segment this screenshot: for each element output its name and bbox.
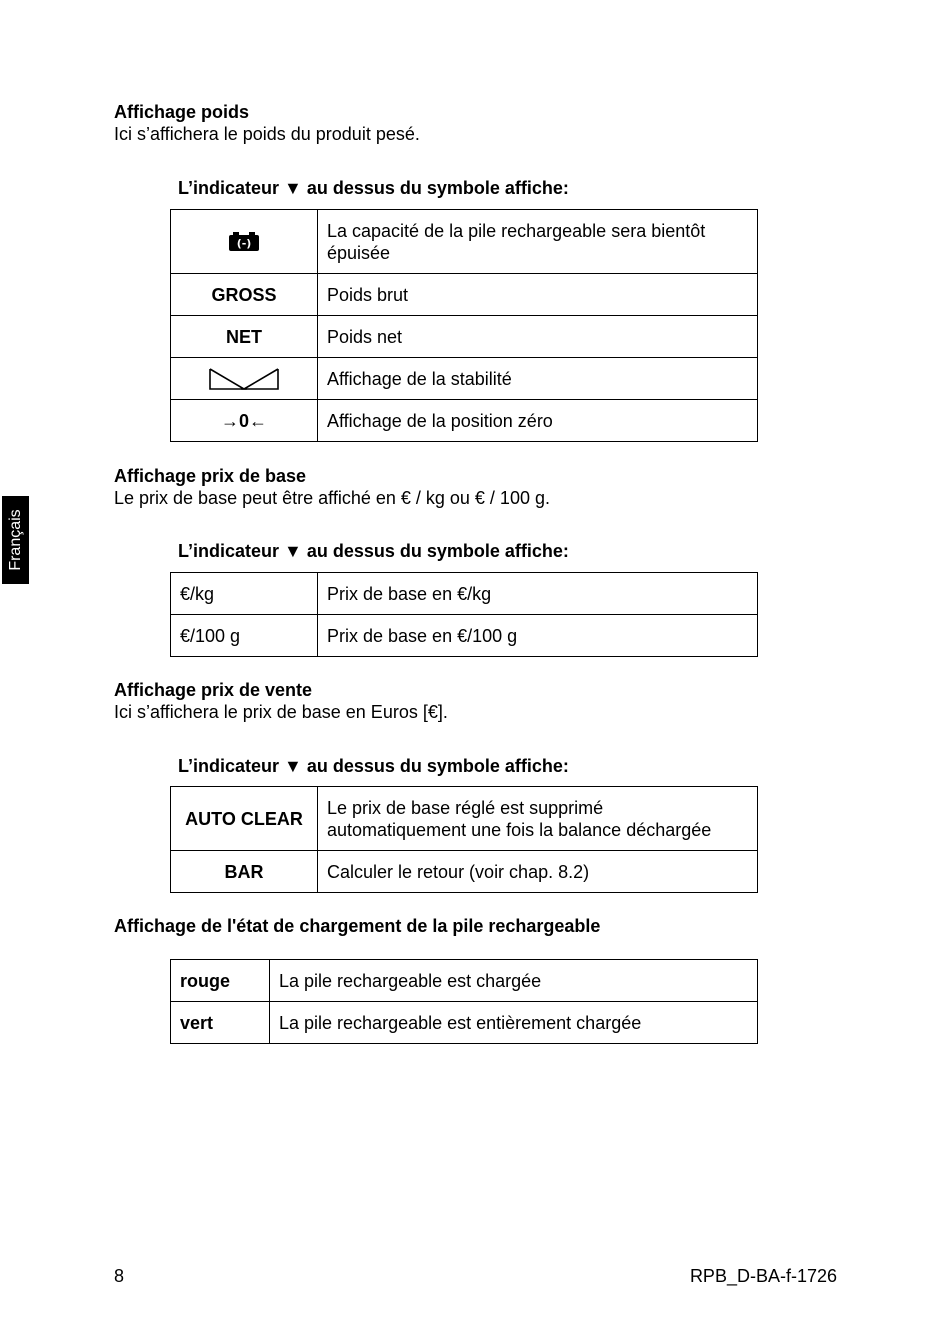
table-row <box>171 851 758 893</box>
desc-cell: Poids brut <box>318 274 758 316</box>
prix-base-table <box>170 572 758 657</box>
table-row <box>171 1002 758 1044</box>
indicator-note: L’indicateur ▼ au dessus du symbole affiche: <box>178 756 569 776</box>
chargement-table <box>170 959 758 1044</box>
svg-text:(-): (-) <box>236 236 252 250</box>
table-row <box>171 274 758 316</box>
desc-cell: La pile rechargeable est chargée <box>270 960 758 1002</box>
section-text: Ici s’affichera le prix de base en Euros [€]. <box>114 702 448 722</box>
table-row <box>171 316 758 358</box>
section-text: Ici s’affichera le poids du produit pesé. <box>114 124 420 144</box>
desc-cell: Calculer le retour (voir chap. 8.2) <box>318 851 758 893</box>
desc-cell: Prix de base en €/100 g <box>318 615 758 657</box>
desc-cell: La capacité de la pile rechargeable sera bientôt épuisée <box>318 210 758 274</box>
table-row <box>171 787 758 851</box>
desc-line: Le prix de base réglé est supprimé <box>327 797 604 818</box>
side-tab-label: Français <box>6 509 24 571</box>
section-heading: Affichage prix de vente <box>114 680 313 700</box>
desc-cell: Affichage de la stabilité <box>318 358 758 400</box>
table-row <box>171 960 758 1002</box>
symbol-cell: €/100 g <box>171 615 318 657</box>
document-id: RPB_D-BA-f-1726 <box>689 1266 837 1286</box>
symbol-cell <box>171 210 318 274</box>
page-number: 8 <box>114 1266 125 1286</box>
table-row <box>171 615 758 657</box>
symbol-cell: NET <box>171 316 318 358</box>
symbol-cell: rouge <box>171 960 270 1002</box>
symbol-cell: BAR <box>171 851 318 893</box>
section-heading: Affichage poids <box>114 102 250 122</box>
desc-cell <box>318 787 758 851</box>
section-prix-base <box>114 465 550 509</box>
symbol-cell: €/kg <box>171 573 318 615</box>
section-heading: Affichage prix de base <box>114 466 307 486</box>
language-side-tab <box>2 496 29 584</box>
desc-cell: Poids net <box>318 316 758 358</box>
desc-line: automatiquement une fois la balance déchargée <box>327 819 712 840</box>
symbol-cell: GROSS <box>171 274 318 316</box>
section-text: Le prix de base peut être affiché en € / kg ou € / 100 g. <box>114 488 550 508</box>
symbol-cell: AUTO CLEAR <box>171 787 318 851</box>
table-row <box>171 210 758 274</box>
battery-low-icon <box>227 231 261 253</box>
table-row <box>171 400 758 442</box>
section-poids <box>114 101 420 145</box>
section-prix-vente <box>114 679 448 723</box>
indicator-note: L’indicateur ▼ au dessus du symbole affiche: <box>178 541 569 561</box>
poids-table <box>170 209 758 442</box>
desc-cell: Prix de base en €/kg <box>318 573 758 615</box>
symbol-cell: vert <box>171 1002 270 1044</box>
zero-symbol-cell: →0← <box>171 400 318 442</box>
desc-cell: Affichage de la position zéro <box>318 400 758 442</box>
table-row <box>171 358 758 400</box>
indicator-note: L’indicateur ▼ au dessus du symbole affiche: <box>178 178 569 198</box>
desc-cell: La pile rechargeable est entièrement chargée <box>270 1002 758 1044</box>
section-heading-chargement: Affichage de l'état de chargement de la pile rechargeable <box>114 916 601 936</box>
table-row <box>171 573 758 615</box>
symbol-cell <box>171 358 318 400</box>
stability-icon <box>208 367 280 391</box>
prix-vente-table <box>170 786 758 893</box>
